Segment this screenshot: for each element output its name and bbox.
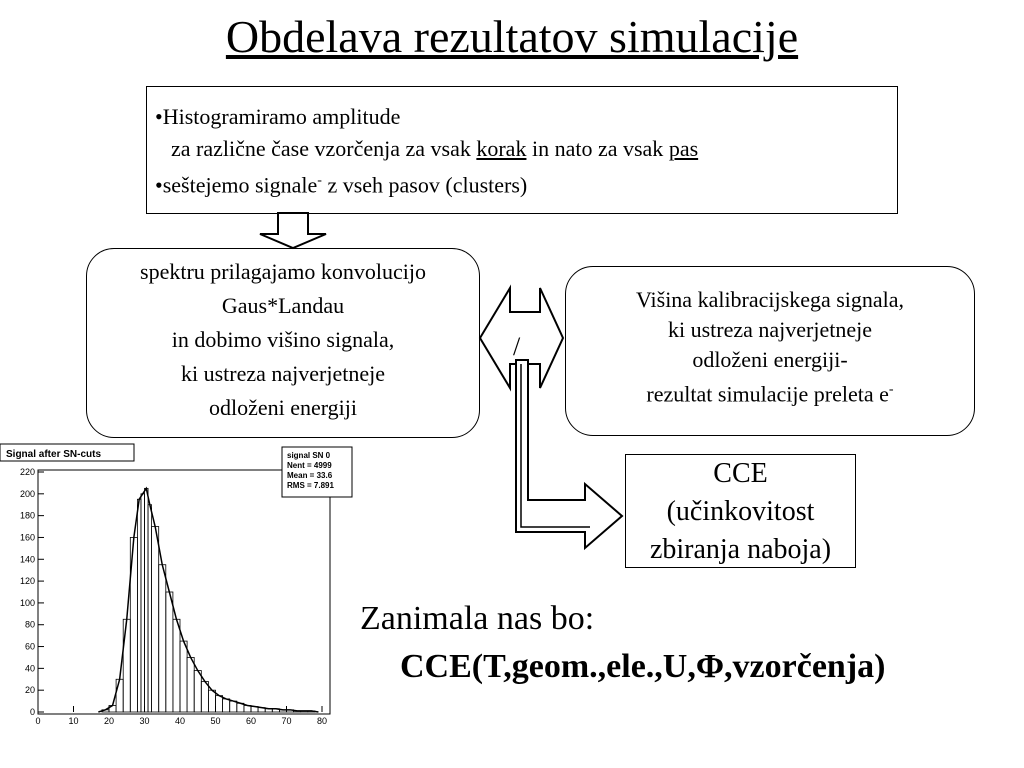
x-tick-label: 40: [174, 716, 186, 726]
x-tick-label: 60: [245, 716, 257, 726]
right-arrow-icon: [516, 360, 622, 548]
calibration-text: rezultat simulacije preleta e: [646, 381, 889, 407]
histogram-chart: [0, 444, 352, 726]
cce-line: CCE: [713, 458, 768, 489]
calibration-line: Višina kalibracijskega signala,: [635, 287, 905, 312]
y-tick-label: 200: [19, 488, 35, 499]
y-tick-label: 220: [19, 467, 35, 477]
y-tick-label: 140: [19, 554, 35, 565]
x-tick-label: 30: [139, 716, 150, 726]
plot-frame: [38, 470, 330, 714]
interest-heading: Zanimala nas bo:: [360, 600, 595, 637]
fit-line: ki ustreza najverjetneje: [180, 361, 385, 386]
method-text: za različne čase vzorčenja za vsak: [171, 136, 477, 161]
y-tick-label: 0: [29, 707, 35, 717]
stats-line: RMS = 7.891: [287, 481, 334, 490]
page-title: Obdelava rezultatov simulacije: [225, 11, 799, 62]
pas-word: pas: [668, 136, 699, 161]
superscript-minus: -: [888, 382, 894, 397]
calibration-line: ki ustreza najverjetneje: [667, 317, 872, 342]
x-tick-label: 50: [210, 716, 221, 726]
method-text: z vseh pasov (clusters): [321, 172, 528, 198]
stats-line: signal SN 0: [287, 451, 331, 460]
stats-line: Nent = 4999: [287, 461, 332, 470]
stats-line: Mean = 33.6: [287, 471, 333, 480]
cce-formula: CCE(T,geom.,ele.,U,Φ,vzorčenja): [400, 648, 886, 685]
down-arrow-icon: [260, 213, 326, 248]
x-tick-label: 20: [103, 716, 115, 726]
y-tick-label: 160: [19, 532, 35, 543]
cce-line: (učinkovitost: [666, 496, 815, 527]
cce-line: zbiranja naboja): [649, 534, 832, 565]
y-tick-label: 40: [24, 663, 35, 674]
histogram-title: Signal after SN-cuts: [6, 449, 102, 460]
fit-line: spektru prilagajamo konvolucijo: [140, 259, 426, 284]
y-tick-label: 20: [24, 685, 35, 696]
method-line-histogram: •Histogramiramo amplitude: [155, 104, 401, 129]
method-text: •seštejemo signale: [155, 172, 318, 198]
stats-text: [287, 451, 334, 490]
x-tick-label: 0: [35, 716, 41, 726]
x-tick-label: 70: [281, 716, 292, 726]
korak-word: korak: [476, 136, 527, 161]
y-tick-label: 60: [24, 641, 35, 652]
y-tick-label: 100: [19, 597, 35, 608]
fit-line: in dobimo višino signala,: [171, 327, 395, 352]
superscript-minus: -: [317, 173, 322, 188]
fit-line: Gaus*Landau: [221, 293, 345, 318]
x-tick-label: 80: [316, 716, 328, 726]
y-tick-label: 120: [19, 576, 35, 587]
y-tick-label: 80: [24, 619, 35, 630]
x-tick-label: 10: [68, 716, 79, 726]
method-text: in nato za vsak: [526, 136, 669, 161]
fit-line: odloženi energiji: [208, 395, 358, 420]
calibration-line: odloženi energiji-: [692, 347, 848, 372]
slash-label: /: [513, 332, 521, 361]
y-tick-label: 180: [19, 510, 35, 521]
